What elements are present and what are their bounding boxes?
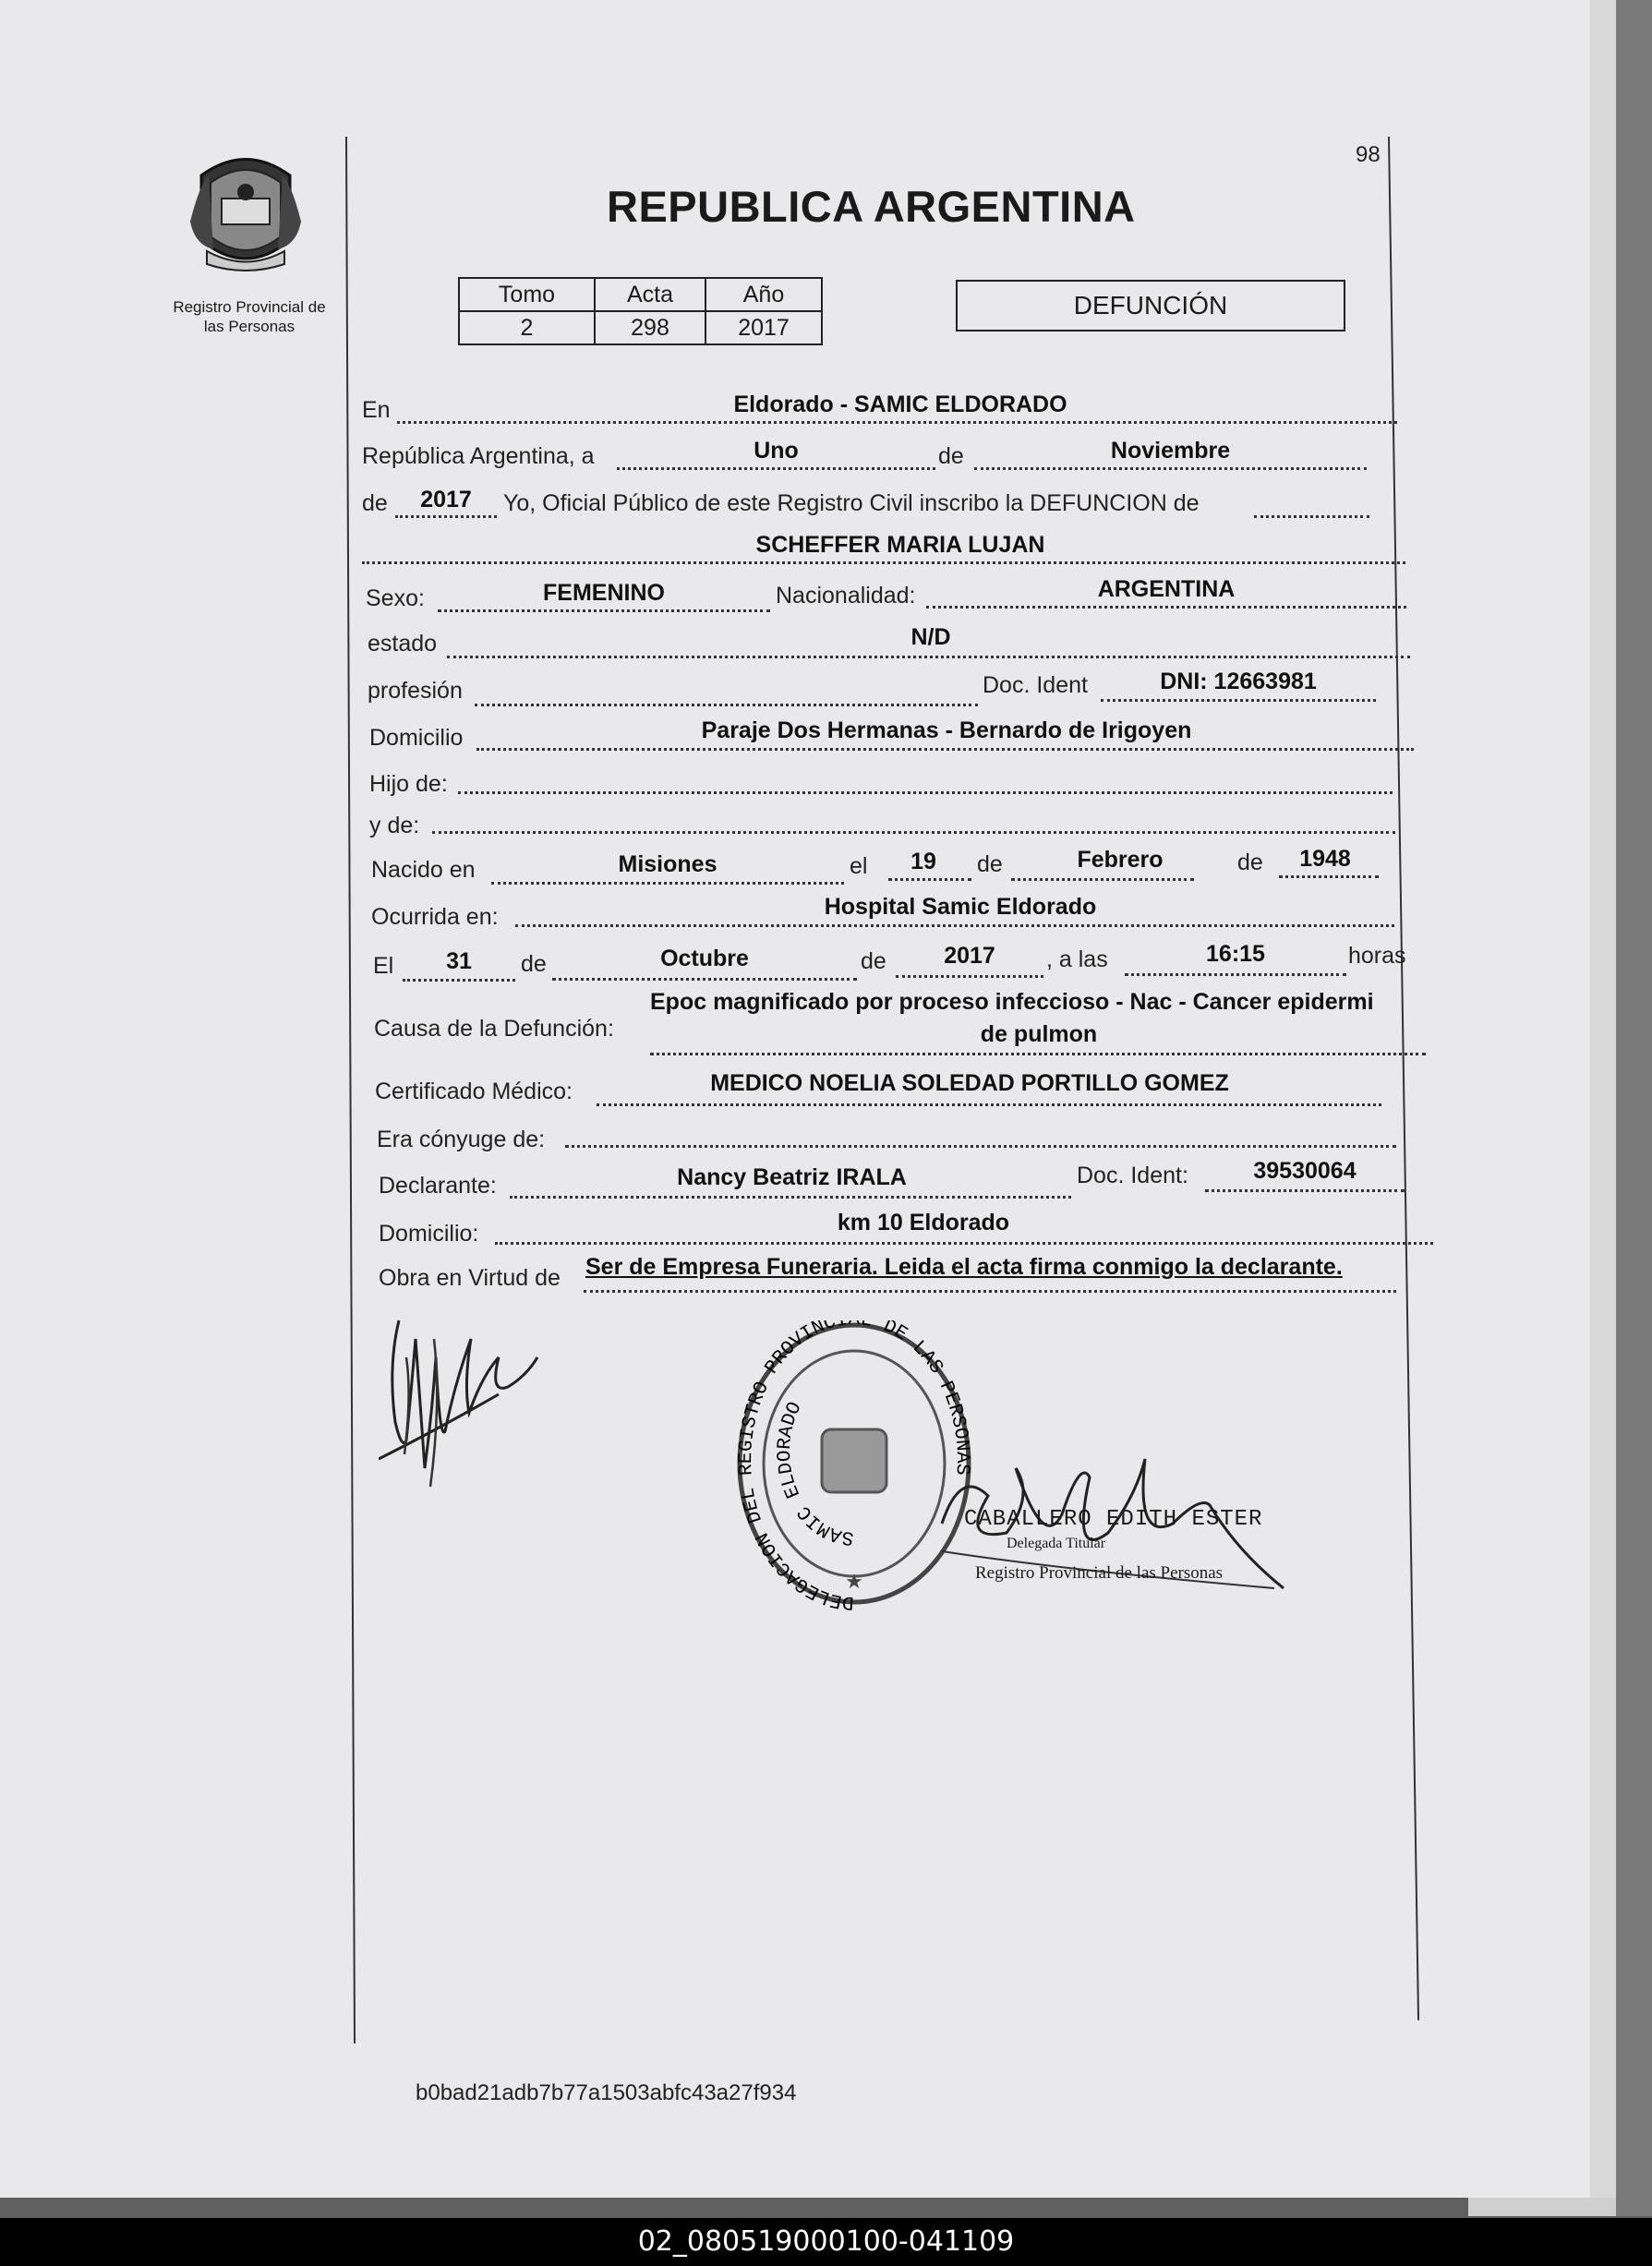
ocurrida-value: Hospital Samic Eldorado [824, 894, 1097, 920]
yde-label: y de: [369, 813, 420, 838]
declarante-value: Nancy Beatriz IRALA [677, 1164, 907, 1190]
decl-doc-label: Doc. Ident: [1077, 1163, 1188, 1188]
declarante-line [510, 1196, 1071, 1199]
nacido-value: Misiones [618, 851, 717, 877]
en-value: Eldorado - SAMIC ELDORADO [733, 392, 1067, 417]
day-value: Uno [754, 438, 799, 464]
nacionalidad-line [926, 606, 1406, 609]
registry-caption [148, 297, 351, 336]
estado-line [447, 656, 1410, 658]
birth-year-line [1279, 875, 1379, 878]
table-header-acta: Acta [595, 278, 705, 311]
de3-label: de [1237, 850, 1263, 875]
profesion-line [475, 704, 978, 706]
ocurrida-label: Ocurrida en: [371, 904, 499, 930]
nacionalidad-value: ARGENTINA [1097, 576, 1236, 602]
conyuge-label: Era cónyuge de: [377, 1127, 546, 1152]
death-time: 16:15 [1206, 941, 1265, 967]
deceased-line [362, 561, 1405, 564]
background-edge [1616, 0, 1652, 2216]
estado-value: N/D [910, 624, 951, 650]
death-year: 2017 [944, 943, 995, 969]
causa-label: Causa de la Defunción: [374, 1016, 614, 1042]
death-day: 31 [446, 948, 472, 974]
table-value-acta: 298 [595, 311, 705, 344]
doc-ident-label: Doc. Ident [983, 672, 1088, 698]
year-line [395, 515, 497, 518]
stamp-outer-text: DELEGACION DEL REGISTRO PROVINCI L DE LAS PERSONAS [735, 1320, 973, 1613]
profesion-label: profesión [368, 678, 463, 704]
en-line [397, 421, 1397, 424]
table-value-ano: 2017 [705, 311, 822, 344]
official-office: Registro Provincial de las Personas [975, 1563, 1224, 1583]
de-label: de [938, 443, 964, 469]
domicilio-label: Domicilio [369, 725, 464, 751]
doc-ident-line [1101, 699, 1376, 702]
registry-table [458, 277, 823, 345]
year-value: 2017 [420, 487, 472, 512]
domicilio2-line [495, 1242, 1433, 1245]
death-time-line [1125, 973, 1346, 976]
month-line [974, 467, 1367, 470]
stamp-inner-text: SAMIC ELDORADO [774, 1399, 855, 1549]
causa-line-2: de pulmon [980, 1021, 1098, 1047]
el-label: el [850, 853, 868, 879]
yde-line [432, 831, 1395, 834]
document-hash: b0bad21adb7b77a1503abfc43a27f934 [416, 2080, 797, 2105]
nacido-label: Nacido en [371, 857, 476, 883]
table-header-tomo: Tomo [459, 278, 595, 311]
causa-line [650, 1053, 1426, 1055]
day-line [617, 467, 935, 470]
death-day-line [403, 979, 515, 982]
de4-label: de [521, 951, 547, 977]
obra-label: Obra en Virtud de [379, 1265, 561, 1291]
nacido-line [491, 882, 844, 885]
sexo-value: FEMENINO [543, 580, 665, 606]
de5-label: de [861, 948, 886, 974]
nacionalidad-label: Nacionalidad: [776, 583, 916, 609]
birth-day: 19 [910, 849, 936, 874]
obra-value: Ser de Empresa Funeraria. Leida el acta firma conmigo la declarante. [585, 1254, 1343, 1280]
alas-label: , a las [1046, 946, 1108, 972]
year-prefix-label: de [362, 490, 388, 516]
domicilio-line [476, 748, 1414, 751]
conyuge-line [565, 1145, 1396, 1148]
declarant-signature [379, 1302, 545, 1496]
declarante-label: Declarante: [379, 1173, 497, 1199]
page-edge [1590, 0, 1616, 2198]
province-logo [181, 148, 310, 282]
hijo-label: Hijo de: [369, 771, 448, 797]
month-value: Noviembre [1110, 438, 1231, 464]
El-label: El [373, 953, 394, 979]
birth-month-line [1011, 878, 1194, 881]
birth-day-line [888, 878, 971, 881]
domicilio-value: Paraje Dos Hermanas - Bernardo de Irigoyen [701, 717, 1192, 743]
en-label: En [362, 397, 391, 423]
table-header-ano: Año [705, 278, 822, 311]
page-number: 98 [1356, 142, 1381, 167]
horas-label: horas [1348, 943, 1406, 969]
table-value-tomo: 2 [459, 311, 595, 344]
obra-line [584, 1290, 1396, 1293]
domicilio2-label: Domicilio: [379, 1221, 479, 1247]
certificado-value: MEDICO NOELIA SOLEDAD PORTILLO GOMEZ [710, 1070, 1229, 1096]
sexo-line [438, 609, 770, 612]
death-month: Octubre [660, 946, 749, 971]
de2-label: de [977, 851, 1003, 877]
deceased-name: SCHEFFER MARIA LUJAN [755, 532, 1045, 558]
decl-doc-value: 39530064 [1253, 1158, 1357, 1184]
official-name: CABALLERO EDITH ESTER [964, 1507, 1263, 1532]
birth-year: 1948 [1299, 846, 1351, 872]
doc-ident-value: DNI: 12663981 [1160, 669, 1317, 694]
official-role: Delegada Titular [1007, 1536, 1106, 1551]
registry-caption-line-1: Registro Provincial de [173, 298, 326, 316]
certificado-line [597, 1103, 1381, 1106]
svg-text:★: ★ [845, 1570, 863, 1593]
document-title: REPUBLICA ARGENTINA [607, 182, 1136, 231]
oficial-line [1254, 515, 1369, 518]
registry-caption-line-2: las Personas [203, 318, 295, 335]
birth-month: Febrero [1077, 847, 1164, 873]
death-month-line [552, 978, 857, 981]
causa-line-1: Epoc magnificado por proceso infeccioso - Nac - Cancer epidermi [650, 989, 1374, 1015]
sexo-label: Sexo: [366, 585, 425, 611]
certificado-label: Certificado Médico: [375, 1079, 573, 1104]
oficial-text: Yo, Oficial Público de este Registro Civil inscribo la DEFUNCION de [503, 490, 1200, 516]
ocurrida-line [515, 924, 1394, 927]
record-type-box: DEFUNCIÓN [956, 280, 1345, 331]
footer-id: 02_080519000100-041109 [0, 2218, 1652, 2266]
hijo-line [458, 791, 1393, 794]
republica-label: República Argentina, a [362, 443, 595, 469]
decl-doc-line [1205, 1189, 1405, 1192]
death-year-line [896, 975, 1043, 978]
estado-label: estado [368, 631, 438, 657]
domicilio2-value: km 10 Eldorado [837, 1210, 1010, 1235]
